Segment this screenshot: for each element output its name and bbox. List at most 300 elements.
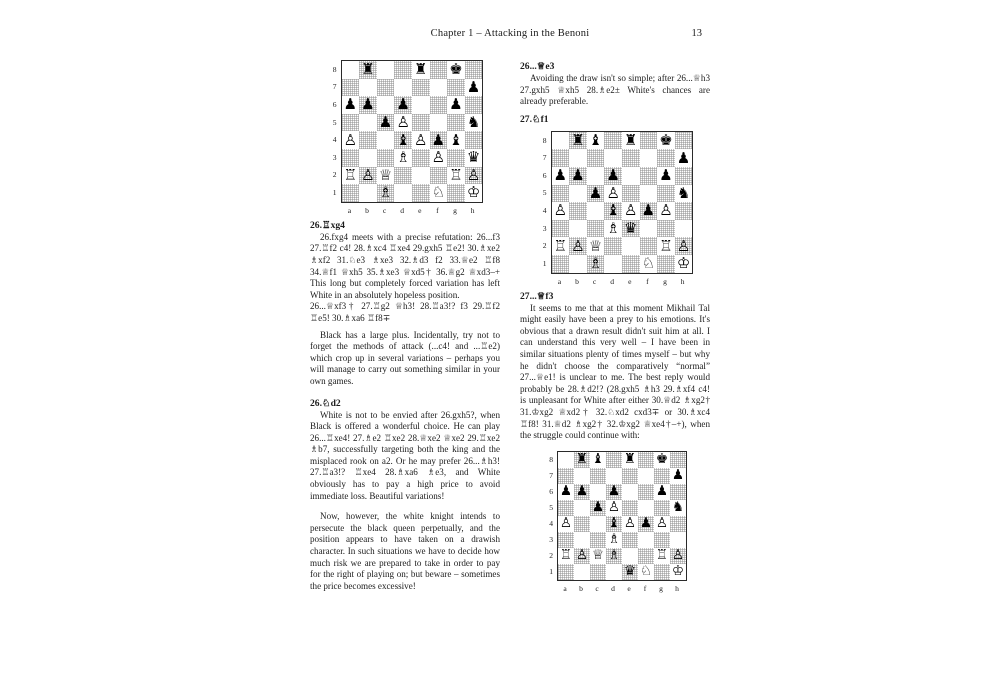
square-f4 [640, 202, 658, 220]
square-h6 [670, 484, 686, 500]
square-a1 [558, 564, 574, 580]
rank-label-2: 2 [542, 241, 547, 251]
piece-bp-h7: ♟ [466, 77, 481, 96]
diagram-1-grid [341, 60, 484, 203]
left-paragraph-2: 26...♕xf3† 27.♖g2 ♕h3! 28.♖a3!? f3 29.♖f2 ♖e5! 30.♗xa6 ♖f8∓ [310, 301, 500, 323]
square-a3 [558, 532, 574, 548]
piece-bp-b6: ♟ [361, 95, 375, 114]
square-f7 [638, 468, 654, 484]
square-b1 [569, 255, 587, 273]
square-g4 [654, 516, 670, 532]
square-g5 [654, 500, 670, 516]
square-d4 [606, 516, 622, 532]
square-d3 [394, 149, 412, 167]
square-f8 [638, 452, 654, 468]
square-g6 [654, 484, 670, 500]
right-move-heading-3: 27...♕f3 [520, 290, 554, 302]
diagram-2-grid [551, 131, 694, 274]
square-a8 [342, 61, 360, 79]
piece-wk-h1: ♔ [676, 254, 691, 273]
square-b6 [359, 96, 377, 114]
square-c2 [590, 548, 606, 564]
piece-bp-f4: ♟ [639, 514, 653, 531]
rank-label-1: 1 [332, 188, 337, 197]
square-e1 [622, 255, 640, 273]
file-label-c: c [595, 583, 599, 593]
piece-wk-h1: ♔ [466, 183, 481, 202]
piece-bp-d6: ♟ [606, 166, 620, 185]
square-a5 [558, 500, 574, 516]
square-f6 [638, 484, 654, 500]
square-f7 [430, 79, 448, 97]
piece-bq-e3: ♛ [624, 219, 638, 238]
square-d3 [606, 532, 622, 548]
right-paragraph-1: Avoiding the draw isn't so simple; after 26...♕h3 27.gxh5 ♕xh5 28.♗e2± White's chances are already preferable. [520, 73, 710, 107]
square-e7 [622, 468, 638, 484]
square-c8 [377, 61, 395, 79]
page-number: 13 [691, 28, 702, 39]
piece-br-e8: ♜ [414, 60, 428, 79]
rank-label-8: 8 [332, 64, 337, 74]
left-column [310, 60, 500, 592]
piece-wn-f1: ♘ [639, 562, 653, 579]
diagram-3 [543, 451, 687, 592]
piece-bk-g8: ♚ [449, 60, 463, 79]
rank-label-3: 3 [549, 534, 553, 544]
square-g8 [657, 132, 675, 150]
rank-label-1: 1 [549, 566, 553, 576]
square-d1 [394, 184, 412, 202]
square-a1 [552, 255, 570, 273]
square-b6 [574, 484, 590, 500]
square-f8 [430, 61, 448, 79]
square-h8 [675, 132, 693, 150]
piece-wp-b2: ♙ [575, 546, 589, 563]
square-g3 [657, 220, 675, 238]
file-label-b: b [575, 276, 579, 286]
left-move-heading-1: 26.♖xg4 [310, 219, 345, 231]
square-c1 [587, 255, 605, 273]
square-b3 [574, 532, 590, 548]
diagram-3-slot [520, 451, 710, 592]
square-c2 [587, 237, 605, 255]
square-g7 [447, 79, 465, 97]
square-b7 [569, 149, 587, 167]
square-d4 [394, 131, 412, 149]
square-e4 [622, 202, 640, 220]
square-f6 [430, 96, 448, 114]
square-h1 [675, 255, 693, 273]
rank-label-7: 7 [542, 153, 547, 163]
square-e5 [622, 185, 640, 203]
piece-wp-d5: ♙ [606, 183, 620, 202]
square-b5 [574, 500, 590, 516]
piece-bb-d4: ♝ [396, 130, 410, 149]
square-d2 [394, 167, 412, 185]
square-g4 [447, 131, 465, 149]
piece-wr-a2: ♖ [553, 236, 568, 255]
piece-wp-e4: ♙ [623, 514, 637, 531]
square-c3 [590, 532, 606, 548]
file-label-b: b [579, 583, 583, 593]
piece-wp-d5: ♙ [607, 498, 621, 515]
file-label-h: h [675, 583, 679, 593]
square-b4 [574, 516, 590, 532]
diagram-1-slot [310, 60, 500, 214]
square-e8 [622, 452, 638, 468]
square-f4 [638, 516, 654, 532]
square-h2 [675, 237, 693, 255]
square-c5 [377, 114, 395, 132]
square-f2 [430, 167, 448, 185]
square-g6 [447, 96, 465, 114]
square-f1 [640, 255, 658, 273]
square-f3 [638, 532, 654, 548]
square-d5 [606, 500, 622, 516]
piece-br-e8: ♜ [623, 450, 637, 467]
square-c3 [587, 220, 605, 238]
piece-wp-g4: ♙ [659, 201, 673, 220]
square-g3 [447, 149, 465, 167]
file-label-d: d [611, 583, 615, 593]
piece-bp-c5: ♟ [588, 183, 603, 202]
piece-bp-b6: ♟ [571, 166, 585, 185]
piece-wp-d5: ♙ [396, 113, 410, 132]
piece-wr-g2: ♖ [655, 546, 669, 563]
square-d6 [604, 167, 622, 185]
square-f1 [430, 184, 448, 202]
square-c5 [590, 500, 606, 516]
square-b2 [359, 167, 377, 185]
file-label-a: a [557, 276, 562, 286]
square-g2 [447, 167, 465, 185]
square-a6 [558, 484, 574, 500]
square-c6 [590, 484, 606, 500]
square-e8 [412, 61, 430, 79]
square-d7 [604, 149, 622, 167]
square-c8 [590, 452, 606, 468]
piece-wp-e4: ♙ [414, 130, 428, 149]
diagram-3-grid [557, 451, 687, 581]
square-a5 [552, 185, 570, 203]
rank-label-3: 3 [542, 223, 547, 233]
square-g8 [447, 61, 465, 79]
left-paragraph-5: Now, however, the white knight intends to persecute the black queen perpetually, and the position appears to have taken on a drawish character. In such situations we have to decide how much risk we are prepared to take in order to pay for the right of playing on; but beware – sometimes the price becomes excessive! [310, 511, 500, 591]
file-label-a: a [563, 583, 567, 593]
file-label-a: a [347, 205, 352, 215]
piece-bp-g6: ♟ [655, 482, 669, 499]
piece-wb-d2: ♗ [607, 546, 621, 563]
file-label-e: e [627, 583, 631, 593]
file-label-g: g [663, 276, 667, 286]
rank-label-3: 3 [332, 152, 337, 162]
rank-label-4: 4 [542, 205, 547, 215]
piece-wp-a4: ♙ [559, 514, 573, 531]
square-b4 [569, 202, 587, 220]
square-e6 [622, 484, 638, 500]
square-a1 [342, 184, 360, 202]
square-h4 [675, 202, 693, 220]
piece-bk-g8: ♚ [655, 450, 669, 467]
piece-bb-d4: ♝ [606, 201, 620, 220]
square-e3 [622, 220, 640, 238]
rank-label-1: 1 [542, 258, 547, 268]
square-f2 [638, 548, 654, 564]
square-f5 [640, 185, 658, 203]
piece-bp-h7: ♟ [676, 148, 691, 167]
running-head: Chapter 1 – Attacking in the Benoni [430, 28, 590, 39]
rank-label-6: 6 [332, 100, 337, 109]
square-h4 [465, 131, 483, 149]
piece-bb-c8: ♝ [591, 450, 605, 467]
piece-wr-a2: ♖ [559, 546, 573, 563]
piece-wb-d3: ♗ [607, 530, 621, 547]
square-c7 [590, 468, 606, 484]
piece-wb-c1: ♗ [588, 254, 603, 273]
square-e3 [412, 149, 430, 167]
rank-label-6: 6 [542, 170, 547, 180]
square-f5 [638, 500, 654, 516]
diagram-1 [327, 60, 484, 214]
square-h3 [675, 220, 693, 238]
square-b5 [569, 185, 587, 203]
piece-br-b8: ♜ [361, 60, 375, 79]
square-a4 [342, 131, 360, 149]
square-g2 [657, 237, 675, 255]
square-c7 [587, 149, 605, 167]
rank-label-7: 7 [332, 82, 337, 92]
piece-bb-d4: ♝ [607, 514, 621, 531]
piece-wp-h2: ♙ [671, 546, 685, 563]
square-f1 [638, 564, 654, 580]
square-a5 [342, 114, 360, 132]
file-label-h: h [470, 205, 475, 215]
piece-wn-f1: ♘ [431, 183, 446, 202]
rank-label-8: 8 [542, 135, 547, 145]
square-c4 [590, 516, 606, 532]
rank-label-6: 6 [549, 486, 553, 496]
piece-bb-c8: ♝ [588, 131, 603, 150]
square-g8 [654, 452, 670, 468]
piece-bn-h5: ♞ [466, 113, 481, 132]
square-a2 [342, 167, 360, 185]
square-e2 [622, 237, 640, 255]
square-f4 [430, 131, 448, 149]
right-paragraph-2: It seems to me that at this moment Mikhail Tal might easily have been a prey to his emotions. It's obvious that a drawn result didn't suit him at all. I can understand this very well – I have been in similar situations plenty of times myself – but why he didn't choose the comparatively “normal” 27...♕e1! is unclear to me. The best reply would probably be 28.♗d2!? (28.gxh5 ♗h3 29.♗xf4 c4! is unpleasant for White after either 30.♕d2 ♗xg2† 31.♔xg2 ♕xd2† 32.♘xd2 cxd3∓ or 30.♗xc4 ♖f8! 31.♕d2 ♗xg2† 32.♔xg2 ♕xe4†–+), when the struggle could continue with: [520, 302, 710, 441]
square-g3 [654, 532, 670, 548]
square-h7 [465, 79, 483, 97]
piece-bp-c5: ♟ [378, 113, 393, 132]
left-move-heading-2: 26.♘d2 [310, 397, 341, 409]
square-h1 [465, 184, 483, 202]
file-label-d: d [400, 205, 405, 215]
square-e1 [622, 564, 638, 580]
piece-bq-e1: ♛ [623, 562, 637, 579]
piece-bp-f4: ♟ [431, 130, 446, 149]
square-h3 [465, 149, 483, 167]
square-h4 [670, 516, 686, 532]
piece-bp-f4: ♟ [641, 201, 656, 220]
square-h7 [675, 149, 693, 167]
square-h5 [675, 185, 693, 203]
piece-bp-a6: ♟ [343, 95, 358, 114]
square-g7 [657, 149, 675, 167]
square-a7 [552, 149, 570, 167]
square-d3 [604, 220, 622, 238]
square-b1 [574, 564, 590, 580]
left-paragraph-3: Black has a large plus. Incidentally, try not to forget the methods of attack (...c4! and ...♖e2) which crop up in several variations – perhaps you will manage to carry out something similar in your own games. [310, 329, 500, 386]
square-b3 [359, 149, 377, 167]
rank-label-7: 7 [549, 470, 553, 480]
piece-br-b8: ♜ [575, 450, 589, 467]
square-a6 [552, 167, 570, 185]
piece-wb-d3: ♗ [606, 219, 620, 238]
file-label-f: f [646, 276, 649, 286]
square-g1 [657, 255, 675, 273]
square-a4 [558, 516, 574, 532]
file-label-b: b [365, 205, 369, 215]
square-c4 [587, 202, 605, 220]
square-c8 [587, 132, 605, 150]
square-f6 [640, 167, 658, 185]
piece-bq-h3: ♛ [466, 148, 481, 167]
square-c6 [587, 167, 605, 185]
piece-wb-c1: ♗ [378, 183, 393, 202]
file-label-f: f [643, 583, 647, 593]
square-e4 [622, 516, 638, 532]
square-g1 [654, 564, 670, 580]
square-c1 [590, 564, 606, 580]
square-b8 [569, 132, 587, 150]
square-h8 [465, 61, 483, 79]
piece-wp-g4: ♙ [655, 514, 669, 531]
square-f5 [430, 114, 448, 132]
square-a8 [552, 132, 570, 150]
square-b5 [359, 114, 377, 132]
piece-br-b8: ♜ [571, 131, 585, 150]
square-c3 [377, 149, 395, 167]
square-g1 [447, 184, 465, 202]
piece-bp-g6: ♟ [659, 166, 673, 185]
square-b8 [574, 452, 590, 468]
piece-wp-f3: ♙ [431, 148, 446, 167]
square-b3 [569, 220, 587, 238]
rank-label-4: 4 [549, 518, 553, 528]
square-h1 [670, 564, 686, 580]
square-a3 [342, 149, 360, 167]
square-h3 [670, 532, 686, 548]
file-label-g: g [453, 205, 457, 215]
square-b7 [359, 79, 377, 97]
rank-label-5: 5 [549, 502, 553, 512]
square-a7 [558, 468, 574, 484]
square-g5 [657, 185, 675, 203]
square-f7 [640, 149, 658, 167]
piece-bn-h5: ♞ [676, 183, 691, 202]
square-a2 [552, 237, 570, 255]
square-b8 [359, 61, 377, 79]
rank-label-4: 4 [332, 135, 337, 145]
file-label-d: d [610, 276, 615, 286]
left-paragraph-1: 26.fxg4 meets with a precise refutation: 26...f3 27.♖f2 c4! 28.♗xc4 ♖xe4 29.gxh5 ♖e2! 30.♗xe2 ♗xf2 31.♘e3 ♗xe3 32.♗d3 f2 33.♕e2 ♖f8 34.♕f1 ♕xh5 35.♗xe3 ♕xd5† 36.♕g2 ♕xd3–+ This long but completely forced variation has left White in an absolutely hopeless position. [310, 231, 500, 300]
square-h8 [670, 452, 686, 468]
square-d2 [604, 237, 622, 255]
piece-wk-h1: ♔ [671, 562, 685, 579]
square-g7 [654, 468, 670, 484]
piece-wp-b2: ♙ [571, 236, 585, 255]
square-g6 [657, 167, 675, 185]
square-e7 [412, 79, 430, 97]
square-a3 [552, 220, 570, 238]
square-h5 [670, 500, 686, 516]
square-h2 [670, 548, 686, 564]
piece-bp-a6: ♟ [559, 482, 573, 499]
square-e3 [622, 532, 638, 548]
square-d5 [604, 185, 622, 203]
rank-label-5: 5 [542, 188, 547, 198]
rank-label-2: 2 [549, 550, 553, 560]
square-h5 [465, 114, 483, 132]
right-move-heading-1: 26...♕e3 [520, 61, 555, 72]
square-c1 [377, 184, 395, 202]
square-c6 [377, 96, 395, 114]
piece-wp-a4: ♙ [553, 201, 568, 220]
right-column [520, 60, 710, 592]
square-c5 [587, 185, 605, 203]
square-g5 [447, 114, 465, 132]
square-b2 [574, 548, 590, 564]
square-f3 [430, 149, 448, 167]
square-d2 [606, 548, 622, 564]
square-a7 [342, 79, 360, 97]
square-e8 [622, 132, 640, 150]
file-label-e: e [418, 205, 422, 215]
square-e5 [622, 500, 638, 516]
diagram-2 [537, 131, 694, 285]
square-d8 [606, 452, 622, 468]
piece-bk-g8: ♚ [659, 131, 673, 150]
square-d5 [394, 114, 412, 132]
file-label-h: h [680, 276, 685, 286]
piece-wr-g2: ♖ [659, 236, 673, 255]
square-e6 [622, 167, 640, 185]
square-c7 [377, 79, 395, 97]
square-e6 [412, 96, 430, 114]
piece-wp-b2: ♙ [361, 165, 375, 184]
right-move-heading-2: 27.♘f1 [520, 113, 549, 125]
square-b4 [359, 131, 377, 149]
file-label-c: c [382, 205, 387, 215]
square-c2 [377, 167, 395, 185]
piece-wq-c2: ♕ [378, 165, 393, 184]
square-c4 [377, 131, 395, 149]
square-a6 [342, 96, 360, 114]
square-b1 [359, 184, 377, 202]
piece-wp-a4: ♙ [343, 130, 358, 149]
piece-wb-d3: ♗ [396, 148, 410, 167]
left-paragraph-4: White is not to be envied after 26.gxh5?, when Black is offered a wonderful choice. He can play 26...♖xe4! 27.♗e2 ♖xe2 28.♕xe2 ♕xe2 29.♖xe2 ♗b7, successfully targeting both the king and the misplaced rook on a2. Or he may prefer 26...♗h3! 27.♖a3!? ♖xe4 28.♗xa6 ♗e3, and White obviously has to pay a high price to avoid immediate loss. Beautiful variations! [310, 409, 500, 501]
piece-wp-e4: ♙ [624, 201, 638, 220]
square-e1 [412, 184, 430, 202]
square-h6 [675, 167, 693, 185]
piece-wp-h2: ♙ [676, 236, 691, 255]
rank-label-8: 8 [549, 454, 553, 464]
piece-bp-g6: ♟ [449, 95, 463, 114]
square-a8 [558, 452, 574, 468]
piece-bp-b6: ♟ [575, 482, 589, 499]
square-d6 [606, 484, 622, 500]
piece-bp-h7: ♟ [671, 466, 685, 483]
